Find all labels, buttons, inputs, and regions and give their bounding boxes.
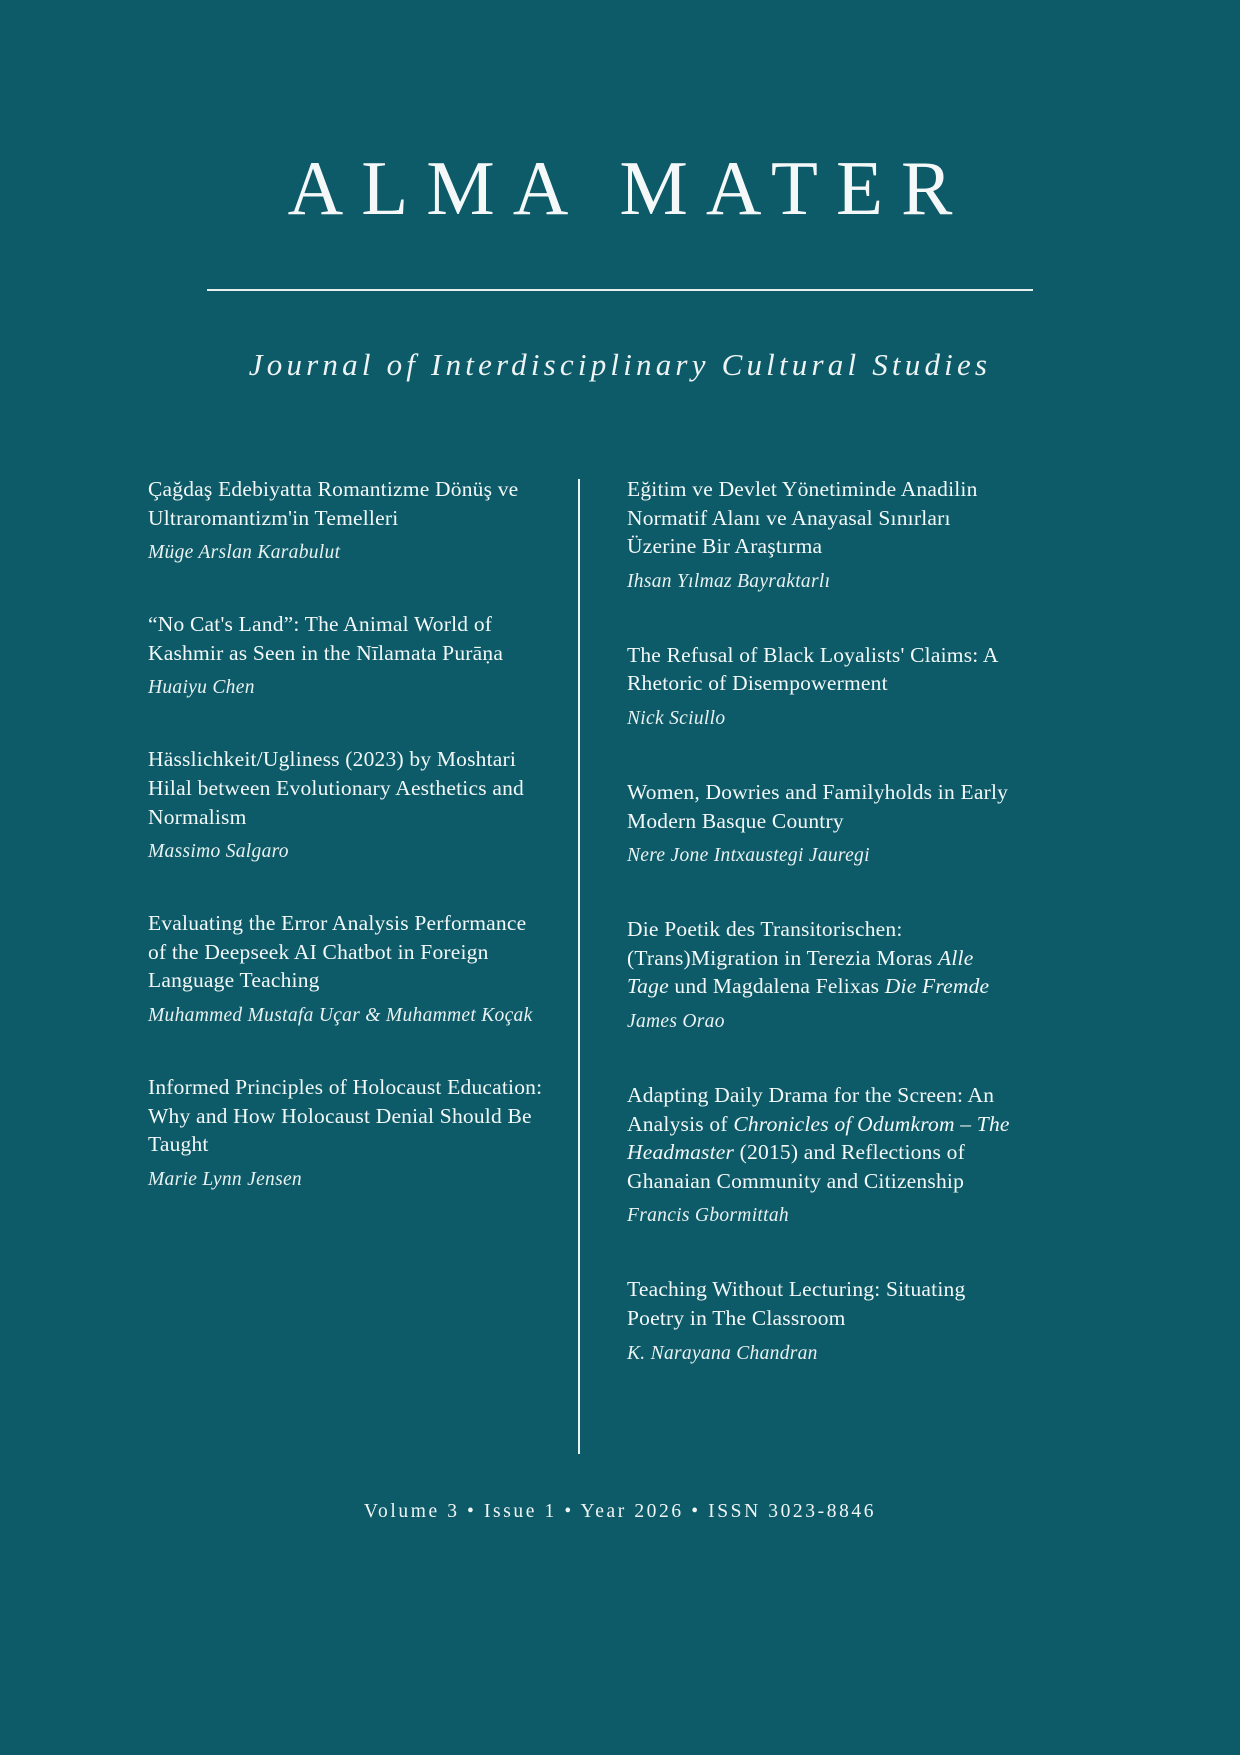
contents-column-left — [148, 475, 578, 1454]
article-author: Nick Sciullo — [627, 707, 726, 729]
article-author: K. Narayana Chandran — [627, 1342, 818, 1364]
contents-column-right — [580, 475, 1010, 1454]
article-author: Huaiyu Chen — [148, 677, 255, 699]
article-author: James Orao — [627, 1010, 725, 1032]
article-title: The Refusal of Black Loyalists' Claims: A Rhetoric of Disempowerment — [627, 642, 998, 696]
contents-entry[interactable] — [148, 475, 548, 564]
contents-entry[interactable] — [627, 641, 1010, 730]
article-title: Eğitim ve Devlet Yönetiminde Anadilin Normatif Alanı ve Anayasal Sınırları Üzerine Bir Araştırma — [627, 477, 978, 559]
table-of-contents — [0, 475, 1240, 1454]
contents-entry[interactable] — [627, 475, 1010, 593]
article-author: Francis Gbormittah — [627, 1205, 789, 1227]
article-title: Women, Dowries and Familyholds in Early Modern Basque Country — [627, 779, 1009, 833]
contents-entry[interactable] — [148, 745, 548, 863]
article-author: Muhammed Mustafa Uçar & Muhammet Koçak — [148, 1004, 533, 1026]
article-title: Adapting Daily Drama for the Screen: An Analysis of Chronicles of Odumkrom – The Headmaster (2015) and Reflections of Ghanaian Community and Citizenship — [627, 1082, 1010, 1193]
article-title: Hässlichkeit/Ugliness (2023) by Moshtari Hilal between Evolutionary Aesthetics and Normalism — [148, 747, 524, 829]
contents-entry[interactable] — [627, 778, 1010, 867]
article-title: Evaluating the Error Analysis Performance of the Deepseek AI Chatbot in Foreign Language Teaching — [148, 911, 527, 993]
issue-footer: Volume 3 • Issue 1 • Year 2026 • ISSN 3023-8846 — [363, 1501, 877, 1522]
article-author: Müge Arslan Karabulut — [148, 542, 341, 564]
article-title: Çağdaş Edebiyatta Romantizme Dönüş ve Ultraromantizm'in Temelleri — [148, 477, 519, 530]
article-author: Ihsan Yılmaz Bayraktarlı — [627, 570, 831, 592]
article-author: Nere Jone Intxaustegi Jauregi — [627, 845, 870, 867]
journal-title: ALMA MATER — [287, 145, 971, 231]
contents-entry[interactable] — [627, 915, 1010, 1033]
contents-entry[interactable] — [627, 1081, 1010, 1227]
article-title: Informed Principles of Holocaust Education: Why and How Holocaust Denial Should Be Taught — [148, 1074, 543, 1157]
contents-entry[interactable] — [627, 1275, 1010, 1364]
masthead — [0, 145, 1240, 383]
contents-entry[interactable] — [148, 610, 548, 699]
article-author: Marie Lynn Jensen — [148, 1168, 302, 1190]
title-divider-rule — [207, 289, 1033, 291]
article-author: Massimo Salgaro — [148, 841, 289, 863]
article-title: “No Cat's Land”: The Animal World of Kashmir as Seen in the Nīlamata Purāṇa — [148, 612, 504, 665]
contents-entry[interactable] — [148, 1073, 548, 1191]
journal-subtitle: Journal of Interdisciplinary Cultural Studies — [248, 347, 992, 382]
article-title: Die Poetik des Transitorischen: (Trans)Migration in Terezia Moras Alle Tage und Magdalena Felixas Die Fremde — [627, 917, 990, 999]
contents-entry[interactable] — [148, 909, 548, 1027]
article-title: Teaching Without Lecturing: Situating Poetry in The Classroom — [627, 1277, 966, 1330]
